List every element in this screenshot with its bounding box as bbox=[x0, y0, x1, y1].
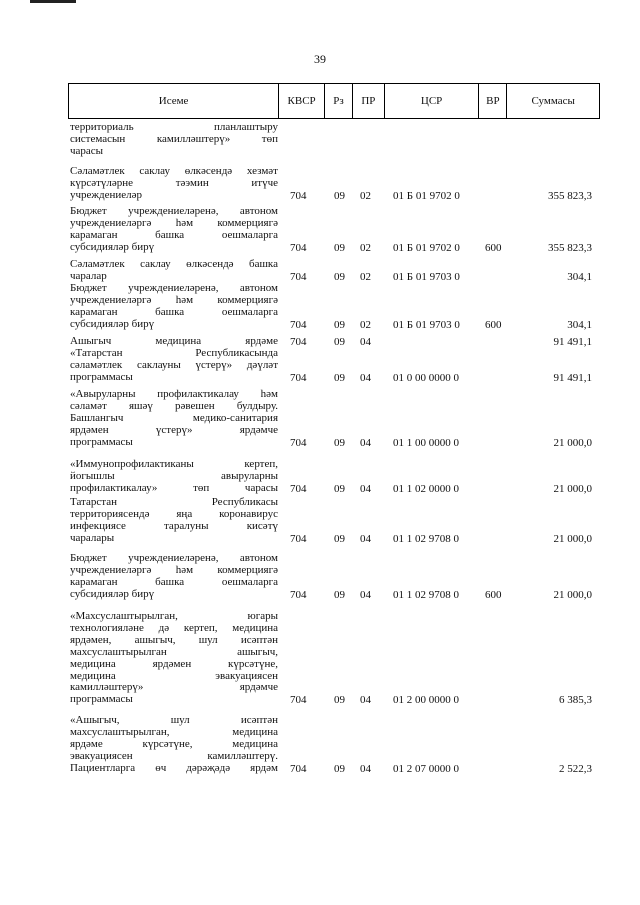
row-sum: 21 000,0 bbox=[553, 436, 592, 449]
row-name-line: «Махсуслаштырылган, югары bbox=[70, 611, 278, 622]
row-rz: 09 bbox=[334, 241, 345, 254]
row-kvsr: 704 bbox=[290, 189, 307, 202]
row-name-line: ярдәмен, ашыгыч, шул исәптән bbox=[70, 634, 278, 646]
row-csr: 01 Б 01 9703 0 bbox=[393, 318, 460, 331]
table-row bbox=[70, 611, 600, 706]
row-name-line: инфекциясе таралуны кисәтү bbox=[70, 520, 278, 532]
row-sum: 21 000,0 bbox=[553, 482, 592, 495]
row-rz: 09 bbox=[334, 371, 345, 384]
row-name-line: күрсәтүләрне тәэмин итүче bbox=[70, 177, 278, 189]
row-sum: 91 491,1 bbox=[553, 335, 592, 348]
row-kvsr: 704 bbox=[290, 436, 307, 449]
header-csr: ЦСР bbox=[385, 84, 480, 118]
row-name-line: чаралар bbox=[70, 270, 107, 282]
row-name-line: учреждениеләр bbox=[70, 189, 143, 201]
row-vr: 600 bbox=[485, 318, 502, 331]
table-row bbox=[70, 389, 600, 449]
row-kvsr: 704 bbox=[290, 241, 307, 254]
row-rz: 09 bbox=[334, 532, 345, 545]
row-sum: 355 823,3 bbox=[548, 189, 592, 202]
row-name-line: технологияләне дә кертеп, медицина bbox=[70, 622, 278, 634]
row-name-line: камилләштерү» ярдәмче bbox=[70, 682, 278, 694]
row-pr: 04 bbox=[360, 371, 371, 384]
table-row bbox=[70, 122, 600, 158]
row-kvsr: 704 bbox=[290, 532, 307, 545]
row-csr: 01 2 00 0000 0 bbox=[393, 694, 459, 707]
header-kvsr: КВСР bbox=[279, 84, 325, 118]
row-rz: 09 bbox=[334, 694, 345, 707]
row-name-line: махсуслаштырылган, медицина bbox=[70, 726, 278, 738]
row-name-line: территориаль планлаштыру bbox=[70, 122, 278, 133]
row-rz: 09 bbox=[334, 482, 345, 495]
header-vr: ВР bbox=[479, 84, 507, 118]
row-vr: 600 bbox=[485, 241, 502, 254]
row-name-line: Сәламәтлек саклау өлкәсендә хезмәт bbox=[70, 166, 278, 177]
row-name-line: учреждениеләргә һәм коммерциягә bbox=[70, 294, 278, 306]
row-csr: 01 1 00 0000 0 bbox=[393, 436, 459, 449]
row-name bbox=[70, 459, 278, 495]
row-name-line: Татарстан Республикасы bbox=[70, 497, 278, 508]
row-pr: 04 bbox=[360, 436, 371, 449]
row-name-line: ярдәмен үстерү» ярдәмче bbox=[70, 424, 278, 436]
row-name-line: Ашыгыч медицина ярдәме bbox=[70, 336, 278, 347]
row-sum: 6 385,3 bbox=[559, 694, 592, 707]
row-name-line: медицина эвакуациясен bbox=[70, 670, 278, 682]
row-kvsr: 704 bbox=[290, 318, 307, 331]
row-name bbox=[70, 611, 278, 706]
row-csr: 01 1 02 9708 0 bbox=[393, 532, 459, 545]
row-name bbox=[70, 497, 278, 545]
row-name-line: сәламәтлек саклауны үстерү» дәүләт bbox=[70, 359, 278, 371]
row-name bbox=[70, 348, 278, 384]
row-kvsr: 704 bbox=[290, 270, 307, 283]
row-name-line: программасы bbox=[70, 436, 133, 448]
row-name-line: Башлангыч медико-санитария bbox=[70, 412, 278, 424]
row-rz: 09 bbox=[334, 436, 345, 449]
row-name bbox=[70, 206, 278, 254]
table-row bbox=[70, 459, 600, 495]
header-pr: ПР bbox=[353, 84, 385, 118]
row-csr: 01 2 07 0000 0 bbox=[393, 762, 459, 775]
row-sum: 304,1 bbox=[567, 318, 592, 331]
row-pr: 04 bbox=[360, 482, 371, 495]
row-name-line: учреждениеләргә һәм коммерциягә bbox=[70, 564, 278, 576]
row-pr: 02 bbox=[360, 270, 371, 283]
row-name-line: чарасы bbox=[70, 145, 104, 157]
row-name-line: программасы bbox=[70, 694, 133, 706]
row-name-line: карамаган башка оешмаларга bbox=[70, 229, 278, 241]
row-kvsr: 704 bbox=[290, 694, 307, 707]
header-sum: Суммасы bbox=[531, 95, 575, 107]
row-pr: 04 bbox=[360, 588, 371, 601]
table-header bbox=[68, 83, 600, 119]
row-name-line: Бюджет учреждениеләренә, автоном bbox=[70, 206, 278, 217]
row-name-line: ярдәме күрсәтүне, медицина bbox=[70, 738, 278, 750]
row-name bbox=[70, 122, 278, 158]
row-name bbox=[70, 259, 278, 283]
row-rz: 09 bbox=[334, 762, 345, 775]
row-pr: 02 bbox=[360, 318, 371, 331]
header-name: Исеме bbox=[69, 84, 279, 118]
row-name bbox=[70, 389, 278, 449]
table-row bbox=[70, 259, 600, 283]
row-name-line: территориясендә яңа коронавирус bbox=[70, 508, 278, 520]
row-pr: 04 bbox=[360, 532, 371, 545]
header-rz: Рз bbox=[325, 84, 353, 118]
row-name-line: Пациентларга өч дәрәҗәдә ярдәм bbox=[70, 762, 278, 774]
row-rz: 09 bbox=[334, 270, 345, 283]
row-name bbox=[70, 553, 278, 601]
row-rz: 09 bbox=[334, 189, 345, 202]
table-row bbox=[70, 553, 600, 601]
row-pr: 04 bbox=[360, 335, 371, 348]
row-name-line: Бюджет учреждениеләренә, автоном bbox=[70, 283, 278, 294]
table-row bbox=[70, 497, 600, 545]
row-sum: 21 000,0 bbox=[553, 588, 592, 601]
row-name-line: субсидияләр бирү bbox=[70, 588, 155, 600]
row-name-line: «Иммунопрофилактиканы кертеп, bbox=[70, 459, 278, 470]
row-name-line: эвакуациясен камилләштерү. bbox=[70, 750, 278, 762]
row-name-line: «Татарстан Республикасында bbox=[70, 348, 278, 359]
row-rz: 09 bbox=[334, 335, 345, 348]
row-name-line: «Ашыгыч, шул исәптән bbox=[70, 715, 278, 726]
row-name-line: субсидияләр бирү bbox=[70, 241, 155, 253]
row-csr: 01 1 02 9708 0 bbox=[393, 588, 459, 601]
row-kvsr: 704 bbox=[290, 588, 307, 601]
row-name-line: карамаган башка оешмаларга bbox=[70, 576, 278, 588]
table-row bbox=[70, 283, 600, 331]
table-row bbox=[70, 206, 600, 254]
row-rz: 09 bbox=[334, 588, 345, 601]
row-pr: 04 bbox=[360, 694, 371, 707]
row-csr: 01 1 02 0000 0 bbox=[393, 482, 459, 495]
row-name-line: профилактикалау» төп чарасы bbox=[70, 482, 278, 494]
row-name-line: Бюджет учреждениеләренә, автоном bbox=[70, 553, 278, 564]
row-name-line: карамаган башка оешмаларга bbox=[70, 306, 278, 318]
row-sum: 21 000,0 bbox=[553, 532, 592, 545]
row-sum: 355 823,3 bbox=[548, 241, 592, 254]
table-row bbox=[70, 715, 600, 775]
row-csr: 01 0 00 0000 0 bbox=[393, 371, 459, 384]
row-vr: 600 bbox=[485, 588, 502, 601]
row-rz: 09 bbox=[334, 318, 345, 331]
row-csr: 01 Б 01 9703 0 bbox=[393, 270, 460, 283]
row-kvsr: 704 bbox=[290, 335, 307, 348]
row-pr: 02 bbox=[360, 241, 371, 254]
row-sum: 304,1 bbox=[567, 270, 592, 283]
row-name bbox=[70, 715, 278, 775]
row-csr: 01 Б 01 9702 0 bbox=[393, 241, 460, 254]
top-edge-mark bbox=[30, 0, 76, 3]
row-kvsr: 704 bbox=[290, 482, 307, 495]
row-pr: 04 bbox=[360, 762, 371, 775]
table-row bbox=[70, 348, 600, 384]
row-name-line: учреждениеләргә һәм коммерциягә bbox=[70, 217, 278, 229]
row-sum: 2 522,3 bbox=[559, 762, 592, 775]
page-number: 39 bbox=[314, 52, 326, 66]
row-pr: 02 bbox=[360, 189, 371, 202]
row-kvsr: 704 bbox=[290, 762, 307, 775]
row-name-line: медицина ярдәмен күрсәтүне, bbox=[70, 658, 278, 670]
row-name-line: субсидияләр бирү bbox=[70, 318, 155, 330]
row-name-line: чаралары bbox=[70, 532, 115, 544]
row-name-line: сәламәт яшәү рәвешен булдыру. bbox=[70, 400, 278, 412]
row-kvsr: 704 bbox=[290, 371, 307, 384]
row-name-line: системасын камилләштерү» төп bbox=[70, 133, 278, 145]
row-name bbox=[70, 336, 278, 348]
row-csr: 01 Б 01 9702 0 bbox=[393, 189, 460, 202]
row-sum: 91 491,1 bbox=[553, 371, 592, 384]
row-name-line: махсуслаштырылган ашыгыч, bbox=[70, 646, 278, 658]
row-name bbox=[70, 283, 278, 331]
row-name-line: йогышлы авыруларны bbox=[70, 470, 278, 482]
table-row bbox=[70, 336, 600, 348]
row-name-line: «Авыруларны профилактикалау һәм bbox=[70, 389, 278, 400]
table-row bbox=[70, 166, 600, 202]
row-name-line: программасы bbox=[70, 371, 133, 383]
row-name bbox=[70, 166, 278, 202]
row-name-line: Сәламәтлек саклау өлкәсендә башка bbox=[70, 259, 278, 270]
